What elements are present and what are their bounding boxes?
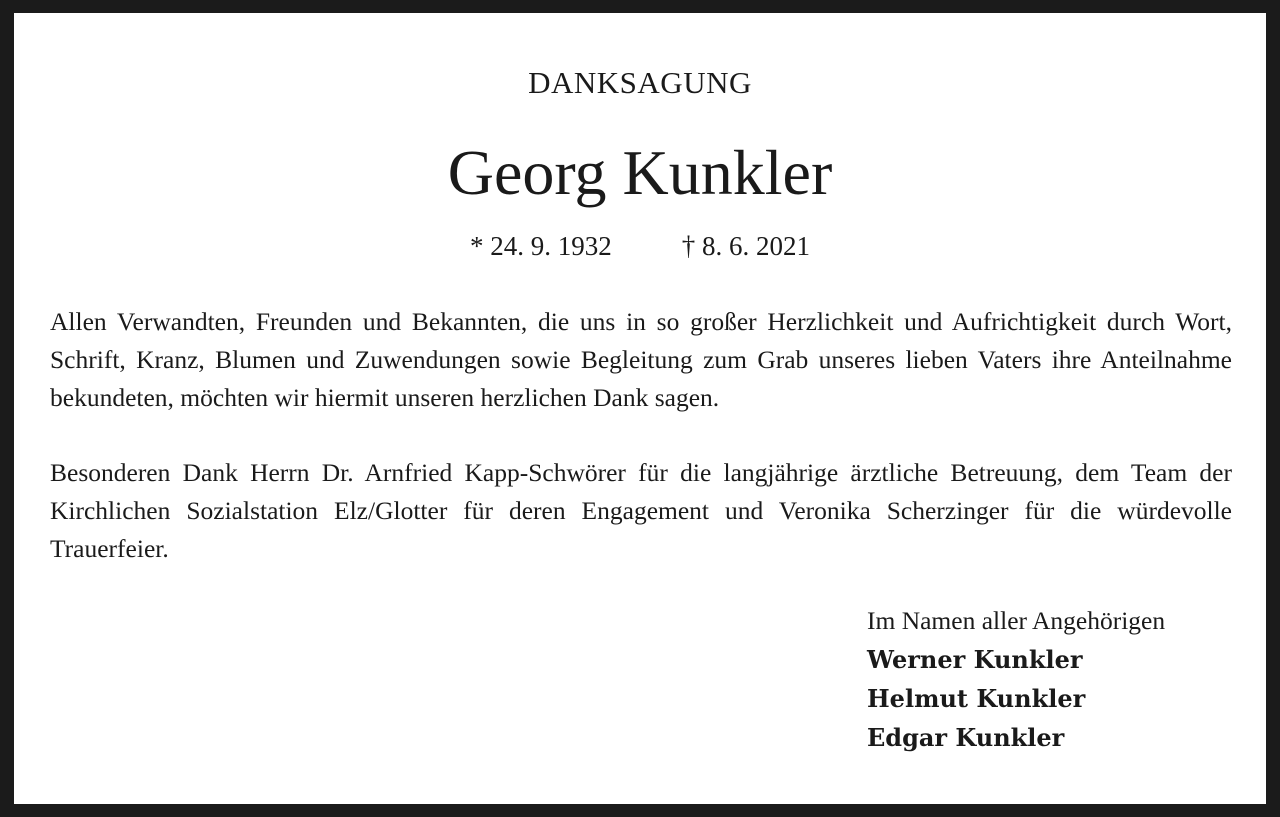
signer-name: Helmut Kunkler — [867, 684, 1086, 713]
signature-block — [867, 601, 1247, 757]
special-thanks-paragraph: Besonderen Dank Herrn Dr. Arnfried Kapp-Schwörer für die langjährige ärztliche Betreuung, dem Team der Kirchlichen Sozialstation Elz/Glotter für deren Engagement und Veronika Scherzinger für die würdevolle Trauerfeier. — [50, 458, 1232, 563]
signer-name: Werner Kunkler — [867, 645, 1083, 674]
obituary-notice — [14, 13, 1266, 804]
deceased-name: Georg Kunkler — [447, 137, 833, 208]
thanks-paragraph: Allen Verwandten, Freunden und Bekannten, die uns in so großer Herzlichkeit und Aufrichtigkeit durch Wort, Schrift, Kranz, Blumen und Zuwendungen sowie Begleitung zum Grab unseres lieben Vaters ihre Anteilnahme bekundeten, möchten wir hiermit unseren herzlichen Dank sagen. — [50, 307, 1232, 412]
signature-intro: Im Namen aller Angehörigen — [867, 606, 1166, 635]
death-date: † 8. 6. 2021 — [681, 231, 810, 261]
notice-heading: DANKSAGUNG — [528, 65, 752, 100]
signer-name: Edgar Kunkler — [867, 723, 1065, 752]
birth-date: * 24. 9. 1932 — [470, 231, 612, 261]
life-dates — [14, 231, 1266, 262]
